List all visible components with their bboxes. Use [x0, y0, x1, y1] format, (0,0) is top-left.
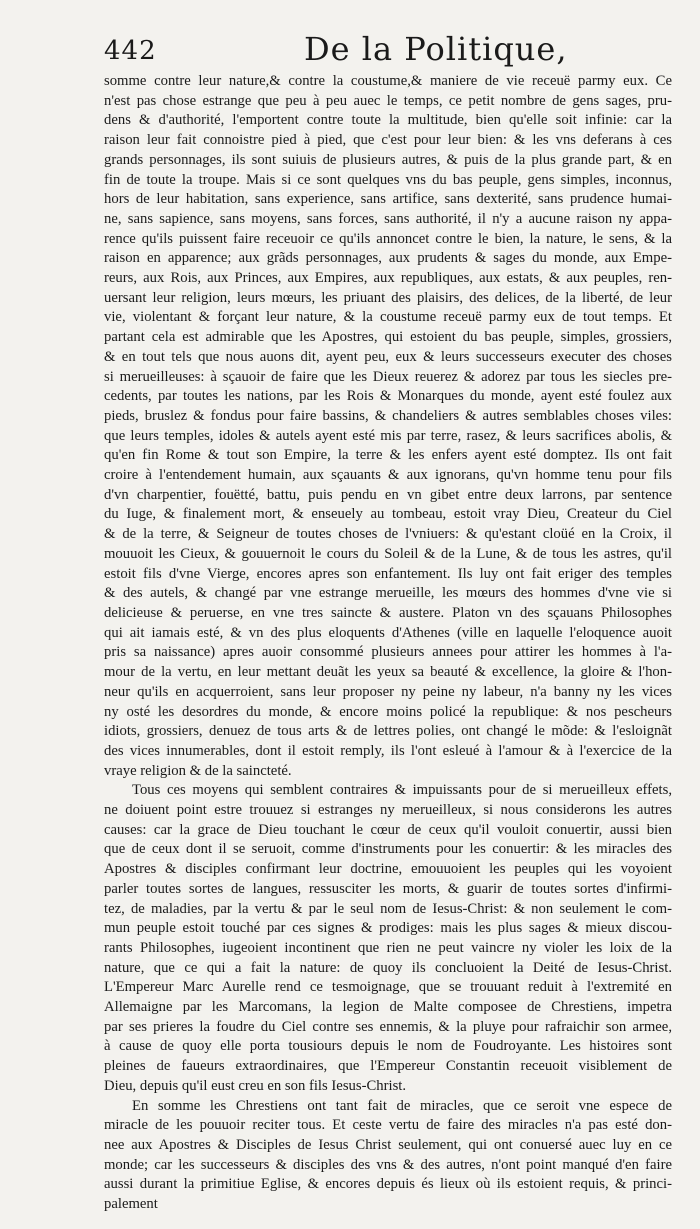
text-line: qui ait iamais esté, & vn des plus eloquents d'Athenes (ville en laquelle l'eloquence auoit	[104, 624, 672, 641]
text-line: nee aux Apostres & Disciples de Iesus Christ seulement, qui ont conuersé auec luy en ce	[104, 1136, 672, 1153]
text-line: L'Empereur Marc Aurelle rend ce tesmoignage, que se trouuant reduit à l'extremité en	[104, 979, 672, 996]
page-header	[104, 30, 672, 70]
page-number: 442	[104, 36, 157, 66]
text-line: aussi durant la primitiue Eglise, & encores depuis és lieux où ils estoient requis, & princi-	[104, 1176, 672, 1193]
text-line: que leurs temples, idoles & autels ayent esté mis par terre, rasez, & leurs sacrifices abolis, &	[104, 427, 672, 444]
text-line: n'est pas chose estrange que peu à peu auec le temps, ce petit nombre de gens sages, pru-	[104, 92, 672, 109]
text-line: ne, sans sapience, sans moyens, sans forces, sans authorité, il n'y a aucune raison ny appa-	[104, 210, 672, 227]
text-line: idiots, grossiers, denuez de tous arts & de lettres polies, ont changé le mõde: & l'esloignãt	[104, 723, 672, 740]
text-line: ne doiuent point estre trouuez si estranges ny merueilleux, si nous considerons les autres	[104, 802, 672, 819]
text-line: Dieu, depuis qu'il eust creu en son fils Iesus-Christ.	[104, 1077, 407, 1094]
text-line: vie, violentant & forçant leur nature, & la coustume receuë parmy eux de tout temps. Et	[104, 309, 672, 326]
text-line: des vices innumerables, dont il estoit remply, ils l'ont esleué à l'amour & à l'exercice de la	[104, 742, 672, 759]
text-line: pleines de faueurs extraordinaires, que l'Empereur Constantin receuoit visiblement de	[104, 1058, 672, 1075]
text-line: neur qu'ils en acquerroient, sans leur proposer ny peine ny labeur, n'a banny ny les vices	[104, 683, 672, 700]
text-line: croire à l'entendement humain, aux sçauants & aux ignorans, qu'vn homme tenu pour fils	[104, 467, 672, 484]
text-line: par ses prieres la foudre du Ciel contre ses ennemis, & la pluye pour rafraichir son armee,	[104, 1018, 672, 1035]
text-line: grands personnages, ils sont suiuis de plusieurs autres, & puis de la plus grande part, & en	[104, 151, 672, 168]
text-line: Apostres & disciples confirmant leur doctrine, emouuoient les peuples qui les voyoient	[104, 861, 672, 878]
text-line: reurs, aux Rois, aux Princes, aux Empires, aux republiques, aux estats, & aux peuples, ren-	[104, 270, 672, 287]
text-line: raison leur fait connoistre pied à pied, que c'est pour leur bien: & les vns deferans à ces	[104, 132, 672, 149]
text-line: rence qu'ils puissent faire receuoir ce qu'ils annoncet contre le bien, la nature, le sens, & la	[104, 230, 672, 247]
text-line: uersant leur religion, leurs mœurs, les priuant des plaisirs, des delices, de la liberté, de leur	[104, 289, 672, 306]
text-line: dens & d'authorité, l'emportent contre toute la multitude, bien qu'elle soit infinie: car la	[104, 112, 672, 129]
text-line: mouuoit les Cieux, & gouuernoit le cours du Soleil & de la Lune, & de tous les astres, qu'il	[104, 545, 672, 562]
text-line: & en tout tels que nous auons dit, ayent peu, eux & leurs successeurs executer des choses	[104, 348, 672, 365]
text-line: ny osté les desordres du monde, & encore moins policé la republique: & nos pescheurs	[104, 703, 672, 720]
text-line: partant cela est admirable que les Apostres, qui estoient du bas peuple, simples, grossiers,	[104, 329, 672, 346]
text-line: si merueilleuses: à sçauoir de faire que les Dieux reuerez & adorez par tous les siecles pre-	[104, 368, 672, 385]
text-line: parler toutes sortes de langues, ressusciter les morts, & guarir de toutes sortes d'infirmi-	[104, 880, 672, 897]
text-line: monde; car les successeurs & disciples des vns & des autres, n'ont point manqué d'en faire	[104, 1156, 672, 1173]
text-line: palement	[104, 1196, 158, 1213]
text-line: tez, de maladies, par la vertu & par le seul nom de Iesus-Christ: & non seulement le com-	[104, 900, 672, 917]
text-line: vraye religion & de la saincteté.	[104, 762, 292, 779]
text-line: mour de la vertu, en leur mettant deuãt les yeux sa beauté & excellence, la gloire & l'hon-	[104, 664, 672, 681]
text-line: Tous ces moyens qui semblent contraires & impuissants pour de si merueilleux effets,	[132, 782, 672, 799]
text-line: du Iuge, & finalement mort, & enseuely au tombeau, estoit vray Dieu, Createur du Ciel	[104, 506, 672, 523]
text-line: mun peuple estoit touché par ces signes & prodiges: mais les plus sages & mieux discou-	[104, 920, 672, 937]
text-line: raison en apparence; aux grãds personnages, aux prudents & sages du monde, aux Empe-	[104, 250, 672, 267]
text-line: En somme les Chrestiens ont tant fait de miracles, que ce seroit vne espece de	[132, 1097, 672, 1114]
text-line: somme contre leur nature,& contre la coustume,& maniere de vie receuë parmy eux. Ce	[104, 73, 672, 89]
text-line: à cause de quoy elle porta tousiours depuis le nom de Foudroyante. Les histoires sont	[104, 1038, 672, 1055]
text-line: cedents, par toutes les nations, par les Rois & Monarques du monde, ayent esté foulez aux	[104, 388, 672, 405]
text-line: & des autels, & changé par vne estrange merueille, les mœurs des hommes d'vne vie si	[104, 585, 672, 602]
text-line: miracle de les pouuoir reciter tous. Et ceste vertu de faire des miracles n'a pas esté don-	[104, 1117, 672, 1134]
body-text	[104, 72, 672, 1215]
text-line: qu'en fin Rome & tout son Empire, la terre & les enfers ayent esté domptez. Ils ont fait	[104, 447, 672, 464]
text-line: d'vn charpentier, fouëtté, battu, puis pendu en vn gibet entre deux larrons, par sentence	[104, 486, 672, 503]
text-line: pris sa naissance) apres auoir consommé plusieurs annees pour attirer les hommes à l'a-	[104, 644, 672, 661]
text-line: nature, que ce qui a fait la nature: de quoy ils concluoient la Deité de Iesus-Christ.	[104, 959, 672, 976]
text-line: estoit fils d'vne Vierge, encores apres son enfantement. Ils luy ont fait eriger des temples	[104, 565, 672, 582]
text-line: delicieuse & peruerse, en vne tres saincte & austere. Platon vn des sçauans Philosophes	[104, 604, 672, 621]
text-line: Allemaigne par les Marcomans, la legion de Malte composee de Chrestiens, impetra	[104, 999, 672, 1016]
text-line: causes: car la grace de Dieu touchant le cœur de ceux qu'il vouloit conuertir, aussi bien	[104, 821, 672, 838]
text-line: rants Philosophes, iugeoient incontinent que rien ne peut vaincre ny violer les loix de la	[104, 939, 672, 956]
text-line: & de la terre, & Seigneur de toutes choses de l'vniuers: & qu'estant cloüé en la Croix, il	[104, 526, 672, 543]
running-title: De la Politique,	[304, 30, 568, 68]
text-line: pieds, bruslez & fondus pour faire bassins, & chandeliers & autres semblables choses viles:	[104, 407, 672, 424]
text-line: que de ceux dont il se seruoit, comme d'instruments pour les conuertir: & les miracles des	[104, 841, 672, 858]
text-line: hors de leur habitation, sans experience, sans artifice, sans dexterité, sans prudence humai-	[104, 191, 672, 208]
text-line: fin de toute la troupe. Mais si ce sont quelques vns du bas peuple, gens simples, inconnus,	[104, 171, 672, 188]
